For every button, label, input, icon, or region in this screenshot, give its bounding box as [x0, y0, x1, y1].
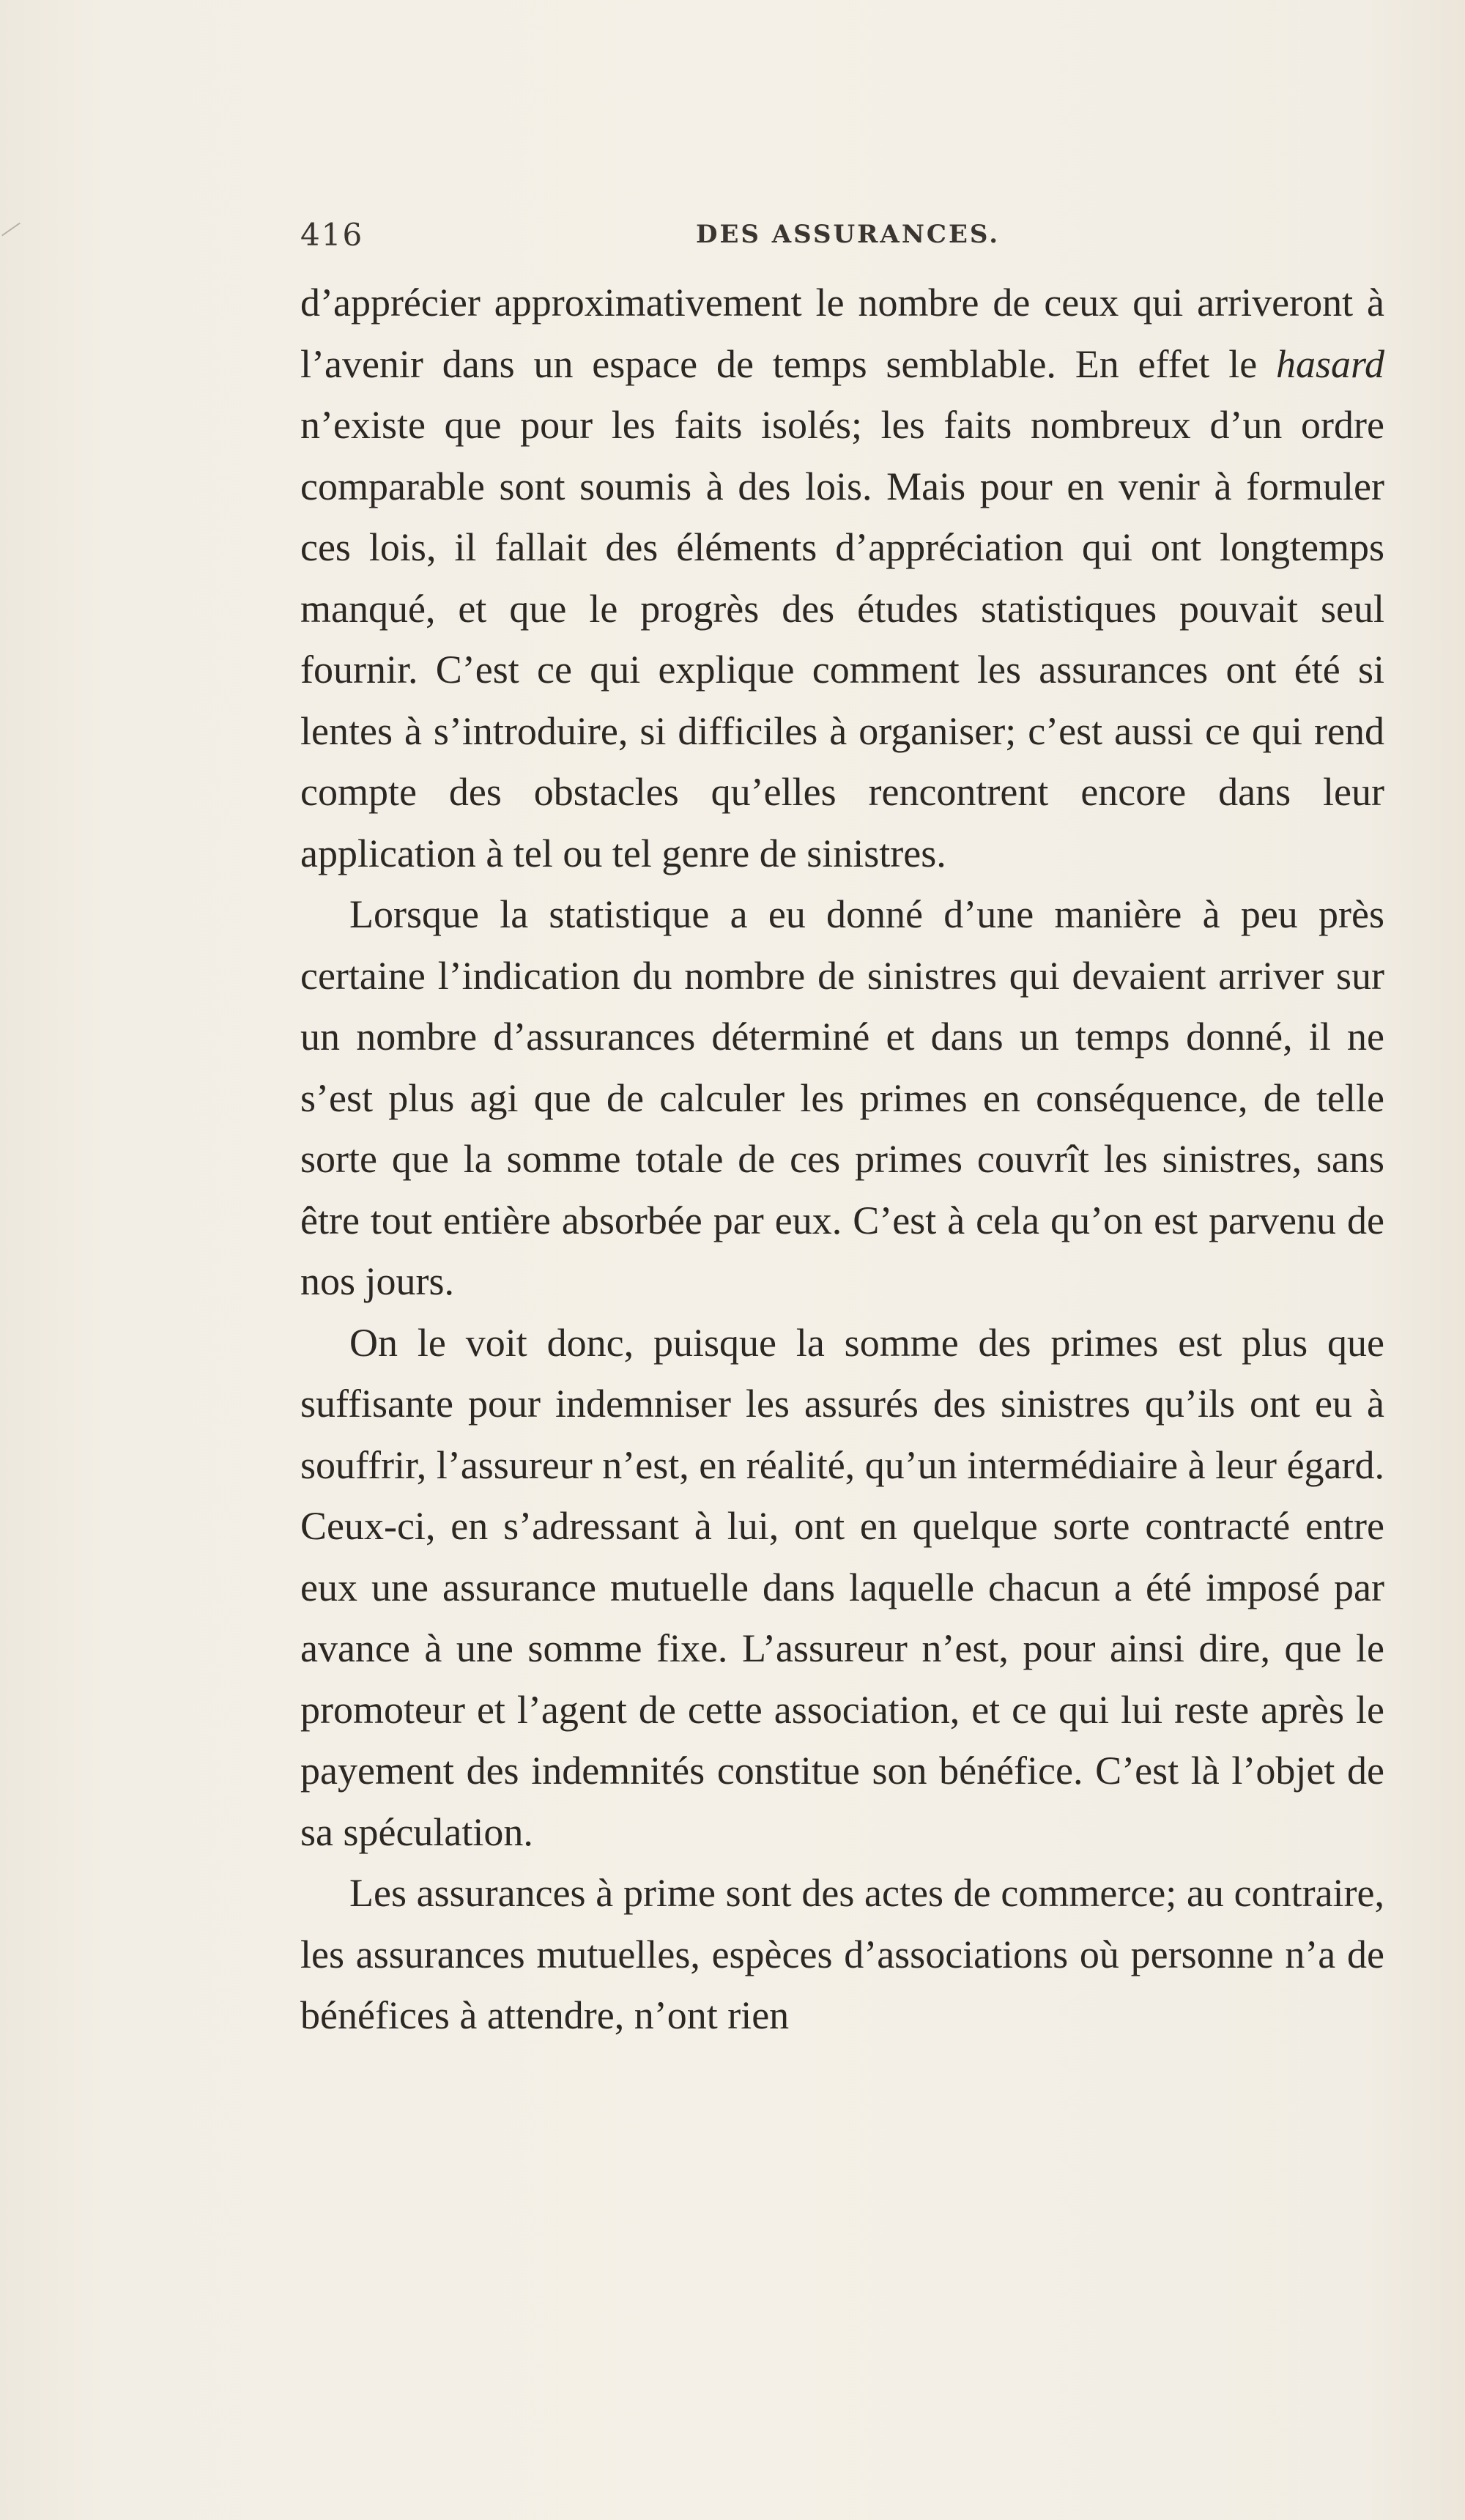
paragraph-4: Les assurances à prime sont des actes de commerce; au contraire, les assurances mutuelles, espèces d’associations où personne n’a de bénéfices à attendre, n’ont rien — [300, 1871, 1384, 2037]
paragraph-1-part-a: d’apprécier approximativement le nombre de ceux qui arriveront à l’avenir dans un espace de temps semblable. En effet le — [300, 281, 1384, 386]
running-title: DES ASSURANCES. — [696, 220, 1001, 249]
emphasized-word-hasard: hasard — [1275, 341, 1384, 386]
page-header — [300, 212, 1384, 256]
paragraph-1-part-b: n’existe que pour les faits isolés; les faits nombreux d’un ordre comparable sont soumis à des lois. Mais pour en venir à formuler ces lois, il fallait des éléments d’appréciation qui ont longtemps manqué, et que le progrès des études statistiques pouvait seul fournir. C’est ce qui explique comment les assurances ont été si lentes à s’introduire, si difficiles à organiser; c’est aussi ce qui rend compte des obstacles qu’elles rencontrent encore dans leur application à tel ou tel genre de sinistres. — [300, 403, 1384, 875]
margin-mark — [1, 223, 21, 237]
page-number: 416 — [300, 217, 364, 253]
paragraph-2: Lorsque la statistique a eu donné d’une manière à peu près certaine l’indication du nombre de sinistres qui devaient arriver sur un nombre d’assurances déterminé et dans un temps donné, il ne s’est plus agi que de calculer les primes en conséquence, de telle sorte que la somme totale de ces primes couvrît les sinistres, sans être tout entière absorbée par eux. C’est à cela qu’on est parvenu de nos jours. — [300, 892, 1384, 1303]
paragraph-1 — [300, 273, 1384, 884]
body-text — [300, 273, 1384, 2047]
paragraph-3: On le voit donc, puisque la somme des primes est plus que suffisante pour indemniser les assurés des sinistres qu’ils ont eu à souffrir, l’assureur n’est, en réalité, qu’un intermédiaire à leur égard. Ceux-ci, en s’adressant à lui, ont en quelque sorte contracté entre eux une assurance mutuelle dans laquelle chacun a été imposé par avance à une somme fixe. L’assureur n’est, pour ainsi dire, que le promoteur et l’agent de cette association, et ce qui lui reste après le payement des indemnités constitue son bénéfice. C’est là l’objet de sa spéculation. — [300, 1320, 1384, 1854]
